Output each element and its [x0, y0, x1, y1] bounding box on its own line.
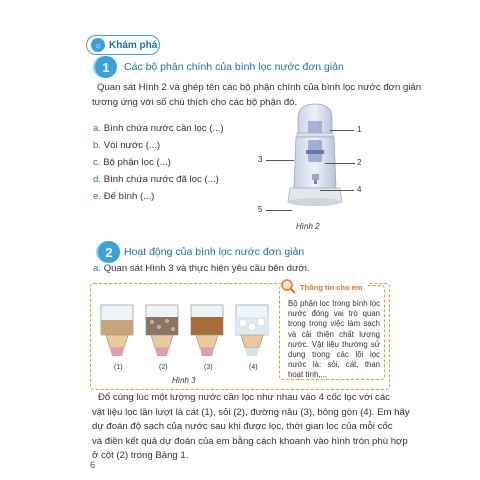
section-2-number: 2	[98, 241, 120, 263]
task-a: a. Quan sát Hình 3 và thực hiện yêu cầu bên dưới.	[93, 263, 310, 274]
section-1-number: 1	[95, 56, 117, 78]
cup-4-label: (4)	[249, 364, 258, 371]
paragraph-line-1: Đổ cùng lúc một lượng nước cần lọc như nhau vào 4 cốc lọc với các	[98, 392, 390, 403]
callout-line-5	[266, 210, 292, 211]
instruction-line-2: tương ứng với số chú thích cho các bộ phận đó.	[92, 97, 298, 108]
cup-3	[191, 305, 223, 356]
info-box-title: Thông tin cho em	[284, 280, 368, 294]
paragraph-line-5: ở cột (2) trong Bảng 1.	[92, 450, 189, 461]
callout-1: 1	[357, 125, 362, 134]
filter-cups-illustration	[96, 300, 276, 370]
question-b: b. Vòi nước (...)	[93, 140, 161, 151]
cup-1-label: (1)	[114, 364, 123, 371]
lightbulb-icon: ☼	[91, 38, 105, 52]
question-d: d. Bình chứa nước đã lọc (...)	[93, 174, 219, 185]
section-2-paragraph	[92, 391, 410, 464]
callout-5: 5	[258, 205, 263, 214]
page-number: 6	[90, 460, 96, 470]
callout-3: 3	[258, 155, 263, 164]
callout-line-3	[266, 160, 294, 161]
instruction-line-1: Quan sát Hình 2 và ghép tên các bộ phận chính của bình lọc nước đơn giản	[97, 82, 422, 93]
cup-2-label: (2)	[159, 364, 168, 371]
cup-3-label: (3)	[204, 364, 213, 371]
paragraph-line-2: vật liệu lọc lần lượt là cát (1), sỏi (2), đường nâu (3), bông gòn (4). Em hãy	[92, 406, 410, 418]
section-2-title: Hoạt động của bình lọc nước đơn giản	[124, 246, 305, 258]
question-c: c. Bộ phận lọc (...)	[93, 157, 171, 168]
figure-2-caption: Hình 2	[296, 222, 320, 231]
cup-4	[236, 305, 268, 356]
callout-line-2	[325, 163, 355, 164]
cup-1	[101, 305, 133, 356]
section-1-title: Các bộ phận chính của bình lọc nước đơn giản	[124, 61, 344, 73]
magnifier-icon	[280, 278, 296, 294]
figure-3-caption: Hình 3	[172, 376, 196, 385]
callout-2: 2	[357, 158, 362, 167]
question-a: a. Bình chứa nước cần lọc (...)	[93, 123, 224, 134]
callout-4: 4	[357, 185, 362, 194]
kham-pha-label: ☼ Khám phá	[86, 35, 160, 55]
callout-line-1	[330, 130, 354, 131]
cup-2	[146, 305, 178, 356]
paragraph-line-3: dự đoán độ sạch của nước sau khi được lọc, thời gian lọc của mỗi cốc	[92, 421, 393, 432]
question-e: e. Đế bình (...)	[93, 191, 155, 202]
info-box-text: Bộ phận lọc trong bình lọc nước đóng vai trò quan trọng trong việc làm sạch và cải thiện chất lượng nước. Vật liệu thường sử dụng trong các lõi lọc nước là: sỏi, cát, than hoạt tính,...	[288, 299, 380, 380]
paragraph-line-4: và điền kết quả dự đoán của em bằng cách khoanh vào hình tròn phù hợp	[92, 435, 408, 447]
callout-line-4	[320, 190, 354, 191]
